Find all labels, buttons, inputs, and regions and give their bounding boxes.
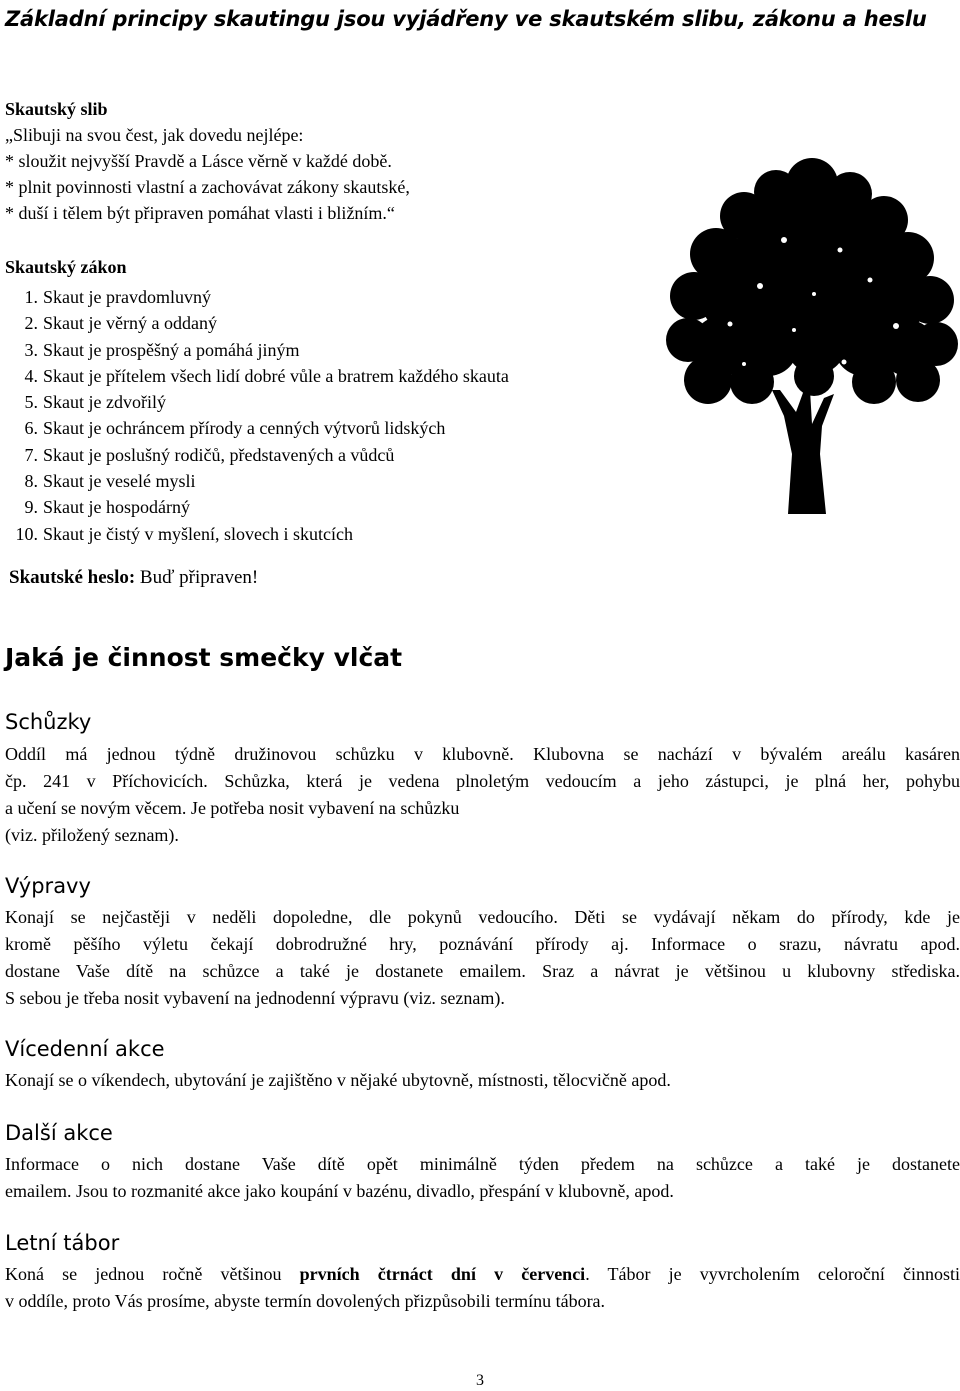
list-text: Skaut je čistý v myšlení, slovech i skutcích <box>43 523 353 544</box>
list-number: 10. <box>15 523 38 544</box>
list-text: Skaut je přítelem všech lidí dobré vůle a bratrem každého skauta <box>43 365 509 386</box>
list-text: Skaut je prospěšný a pomáhá jiným <box>43 339 300 360</box>
list-item <box>5 310 645 336</box>
list-item <box>5 521 645 547</box>
list-item <box>5 415 645 441</box>
scout-motto <box>9 565 258 591</box>
scout-law-section <box>5 254 645 547</box>
paragraph-line <box>5 1261 960 1288</box>
summer-camp-heading: Letní tábor <box>5 1231 120 1255</box>
list-item <box>5 494 645 520</box>
scout-promise-title: Skautský slib <box>5 99 108 119</box>
summer-camp-paragraph <box>5 1261 960 1315</box>
tree-illustration <box>664 154 960 514</box>
list-number: 9. <box>24 497 38 518</box>
list-text: Skaut je pravdomluvný <box>43 287 211 307</box>
scout-promise-section <box>5 96 645 226</box>
meetings-paragraph <box>5 741 960 849</box>
paragraph-line: Konají se o víkendech, ubytování je zajištěno v nějaké ubytovně, místnosti, tělocvičně apod. <box>5 1070 671 1090</box>
scout-promise-line: * duší i tělem být připraven pomáhat vlasti i bližním.“ <box>5 203 395 223</box>
paragraph-line: S sebou je třeba nosit vybavení na jednodenní výpravu (viz. seznam). <box>5 988 505 1008</box>
list-item <box>5 284 645 310</box>
camp-text: . Tábor je vyvrcholením celoroční činnosti <box>585 1264 960 1284</box>
list-item <box>5 337 645 363</box>
paragraph-line: Informace o nich dostane Vaše dítě opět minimálně týden předem na schůzce a také je dostanete <box>5 1154 960 1174</box>
paragraph-line: Oddíl má jednou týdně družinovou schůzku v klubovně. Klubovna se nachází v bývalém areálu kasáren <box>5 744 960 764</box>
scout-law-list <box>5 284 645 547</box>
paragraph-line: v oddíle, proto Vás prosíme, abyste termín dovolených přizpůsobili termínu tábora. <box>5 1291 606 1311</box>
camp-text: Koná se jednou ročně většinou <box>5 1264 300 1284</box>
other-events-heading: Další akce <box>5 1121 113 1145</box>
trips-heading: Výpravy <box>5 874 91 898</box>
multiday-paragraph <box>5 1067 960 1094</box>
paragraph-line: Konají se nejčastěji v neděli dopoledne, dle pokynů vedoucího. Děti se vydávají někam do přírody, kde je <box>5 907 960 927</box>
scout-law-title: Skautský zákon <box>5 257 127 277</box>
paragraph-line: čp. 241 v Příchovicích. Schůzka, která je vedena plnoletým vedoucím a jeho zástupci, je plná her, pohybu <box>5 771 960 791</box>
activity-heading: Jaká je činnost smečky vlčat <box>5 643 403 672</box>
trips-paragraph <box>5 904 960 1012</box>
scout-promise-line: * plnit povinnosti vlastní a zachovávat zákony skautské, <box>5 177 410 197</box>
paragraph-line: (viz. přiložený seznam). <box>5 825 179 845</box>
scout-promise-line: * sloužit nejvyšší Pravdě a Lásce věrně v každé době. <box>5 151 392 171</box>
camp-dates: prvních čtrnáct dní v červenci <box>299 1264 586 1284</box>
paragraph-line: dostane Vaše dítě na schůzce a také je dostanete emailem. Sraz a návrat je většinou u klubovny střediska. <box>5 961 960 981</box>
list-number: 6. <box>24 418 38 439</box>
list-item <box>5 363 645 389</box>
list-text: Skaut je poslušný rodičů, představených a vůdců <box>43 444 395 465</box>
other-events-paragraph <box>5 1151 960 1205</box>
list-number: 7. <box>24 444 38 465</box>
list-item <box>5 468 645 494</box>
list-text: Skaut je věrný a oddaný <box>43 313 217 334</box>
principles-heading: Základní principy skautingu jsou vyjádřeny ve skautském slibu, zákonu a heslu <box>5 7 927 31</box>
list-item <box>5 442 645 468</box>
list-text: Skaut je zdvořilý <box>43 392 166 413</box>
list-number: 1. <box>24 287 38 307</box>
list-number: 3. <box>24 339 38 360</box>
list-number: 5. <box>24 392 38 413</box>
list-number: 8. <box>24 471 38 492</box>
list-text: Skaut je ochráncem přírody a cenných výtvorů lidských <box>43 418 446 439</box>
scout-promise-line: „Slibuji na svou čest, jak dovedu nejlépe: <box>5 125 304 145</box>
meetings-heading: Schůzky <box>5 710 92 734</box>
paragraph-line: kromě pěšího výletu čekají dobrodružné hry, poznávání přírody aj. Informace o srazu, návratu apod. <box>5 934 960 954</box>
list-text: Skaut je veselé mysli <box>43 471 196 492</box>
list-number: 2. <box>24 313 38 334</box>
list-text: Skaut je hospodárný <box>43 497 190 518</box>
multiday-heading: Vícedenní akce <box>5 1037 165 1061</box>
paragraph-line: a učení se novým věcem. Je potřeba nosit vybavení na schůzku <box>5 798 460 818</box>
list-number: 4. <box>24 365 38 386</box>
page-number: 3 <box>476 1372 484 1389</box>
paragraph-line: emailem. Jsou to rozmanité akce jako koupání v bazénu, divadlo, přespání v klubovně, apod. <box>5 1181 674 1201</box>
list-item <box>5 389 645 415</box>
motto-value: Buď připraven! <box>139 567 259 588</box>
motto-label: Skautské heslo: <box>9 567 136 588</box>
